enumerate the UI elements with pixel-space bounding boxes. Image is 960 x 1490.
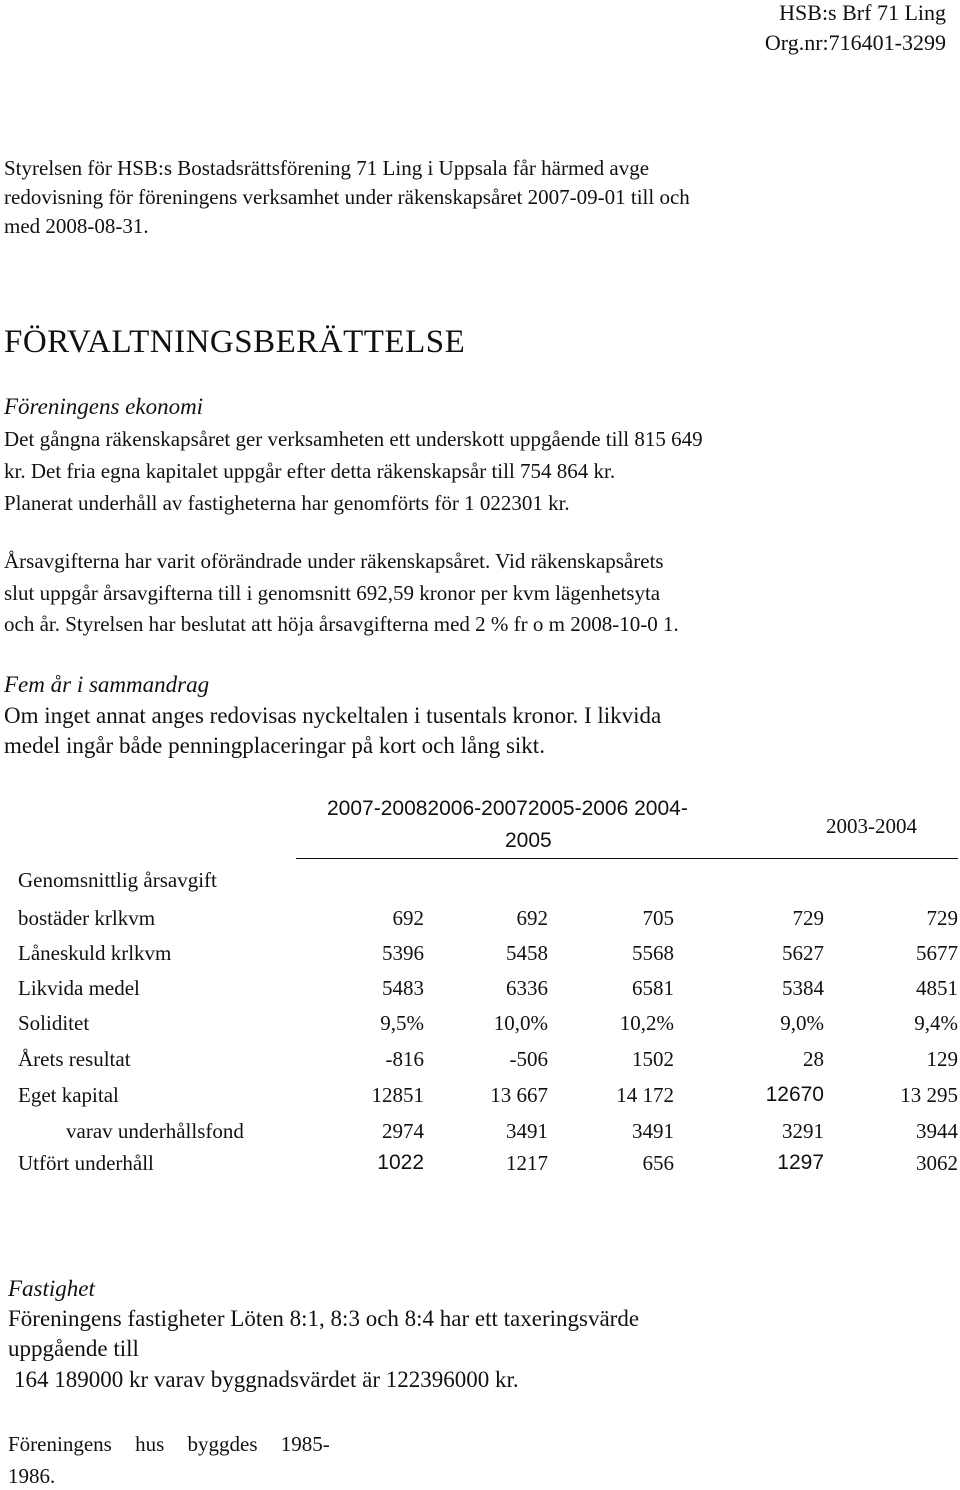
cell-2004-2005: 1297	[777, 1151, 824, 1174]
org-number: Org.nr:716401-3299	[764, 30, 946, 55]
property-heading: Fastighet	[8, 1276, 95, 1301]
row-label: Eget kapital	[18, 1083, 119, 1107]
intro-line-3: med 2008-08-31.	[4, 214, 149, 238]
cell-2006-2007: 692	[516, 906, 548, 930]
cell-2005-2006: 5568	[632, 941, 674, 965]
row-label: Årets resultat	[18, 1047, 131, 1071]
intro-line-1: Styrelsen för HSB:s Bostadsrättsförening 71 Ling i Uppsala får härmed avge	[4, 156, 650, 180]
fees-line-1: Årsavgifterna har varit oförändrade under räkenskapsåret. Vid räkenskapsårets	[4, 549, 664, 573]
cell-2004-2005: 729	[792, 906, 824, 930]
cell-2003-2004: 5677	[916, 941, 958, 965]
cell-2006-2007: 10,0%	[493, 1011, 548, 1035]
row-label: Soliditet	[18, 1011, 90, 1035]
cell-2003-2004: 9,4%	[914, 1011, 958, 1035]
property-line-3: 164 189000 kr varav byggnadsvärdet är 122396000 kr.	[14, 1367, 519, 1392]
cell-2005-2006: 656	[642, 1151, 674, 1175]
summary-line-1: Om inget annat anges redovisas nyckeltalen i tusentals kronor. I likvida	[4, 703, 662, 728]
cell-2003-2004: 4851	[916, 976, 958, 1000]
built-line-2: 1986.	[8, 1464, 56, 1488]
cell-2005-2006: 14 172	[616, 1083, 674, 1107]
cell-2007-2008: 9,5%	[380, 1011, 424, 1035]
cell-2006-2007: 1217	[506, 1151, 548, 1175]
cell-2007-2008: 5483	[382, 976, 424, 1000]
cell-2007-2008: 2974	[382, 1119, 424, 1143]
cell-2005-2006: 3491	[632, 1119, 674, 1143]
cell-2004-2005: 5384	[782, 976, 824, 1000]
row-label: Låneskuld krlkvm	[18, 941, 172, 965]
row-label: bostäder krlkvm	[18, 906, 156, 930]
table-header-rule	[296, 858, 958, 859]
cell-2007-2008: 1022	[377, 1151, 424, 1174]
cell-2003-2004: 13 295	[900, 1083, 958, 1107]
cell-2003-2004: 3944	[916, 1119, 958, 1143]
cell-2007-2008: 12851	[371, 1083, 424, 1107]
table-header-years: 2007-20082006-20072005-2006 2004-	[327, 797, 688, 820]
economy-line-1: Det gångna räkenskapsåret ger verksamheten ett underskott uppgående till 815 649	[4, 427, 703, 451]
economy-line-2: kr. Det fria egna kapitalet uppgår efter detta räkenskapsår till 754 864 kr.	[4, 459, 616, 483]
economy-heading: Föreningens ekonomi	[4, 394, 204, 419]
cell-2005-2006: 1502	[632, 1047, 674, 1071]
economy-line-3: Planerat underhåll av fastigheterna har genomförts för 1 022301 kr.	[4, 491, 570, 515]
cell-2007-2008: 5396	[382, 941, 424, 965]
row-label: Likvida medel	[18, 976, 140, 1000]
cell-2007-2008: -816	[385, 1047, 424, 1071]
cell-2003-2004: 729	[926, 906, 958, 930]
fees-line-2: slut uppgår årsavgifterna till i genomsnitt 692,59 kronor per kvm lägenhetsyta	[4, 581, 661, 605]
cell-2004-2005: 12670	[765, 1083, 824, 1106]
page-title: FÖRVALTNINGSBERÄTTELSE	[4, 324, 466, 360]
intro-line-2: redovisning för föreningens verksamhet under räkenskapsåret 2007-09-01 till och	[4, 185, 690, 209]
table-header-last-year: 2003-2004	[826, 814, 917, 838]
cell-2005-2006: 705	[642, 906, 674, 930]
property-line-2: uppgående till	[8, 1336, 139, 1361]
association-name: HSB:s Brf 71 Ling	[779, 0, 946, 25]
row-label: varav underhållsfond	[66, 1119, 244, 1143]
cell-2003-2004: 3062	[916, 1151, 958, 1175]
cell-2006-2007: 5458	[506, 941, 548, 965]
property-line-1: Föreningens fastigheter Löten 8:1, 8:3 och 8:4 har ett taxeringsvärde	[8, 1306, 640, 1331]
cell-2003-2004: 129	[926, 1047, 958, 1071]
summary-line-2: medel ingår både penningplaceringar på kort och lång sikt.	[4, 733, 545, 758]
cell-2006-2007: 6336	[506, 976, 548, 1000]
built-line-1: Föreningens hus byggdes 1985-	[8, 1432, 330, 1456]
row-label: Utfört underhåll	[18, 1151, 154, 1175]
cell-2006-2007: 3491	[506, 1119, 548, 1143]
table-header-years-cont: 2005	[505, 829, 552, 852]
cell-2005-2006: 6581	[632, 976, 674, 1000]
table-group-label: Genomsnittlig årsavgift	[18, 868, 217, 892]
fees-line-3: och år. Styrelsen har beslutat att höja årsavgifterna med 2 % fr o m 2008-10-0 1.	[4, 612, 679, 636]
summary-heading: Fem år i sammandrag	[4, 672, 210, 697]
cell-2007-2008: 692	[392, 906, 424, 930]
cell-2006-2007: -506	[509, 1047, 548, 1071]
cell-2004-2005: 5627	[782, 941, 824, 965]
cell-2004-2005: 9,0%	[780, 1011, 824, 1035]
cell-2004-2005: 28	[803, 1047, 824, 1071]
cell-2004-2005: 3291	[782, 1119, 824, 1143]
cell-2006-2007: 13 667	[490, 1083, 548, 1107]
cell-2005-2006: 10,2%	[619, 1011, 674, 1035]
